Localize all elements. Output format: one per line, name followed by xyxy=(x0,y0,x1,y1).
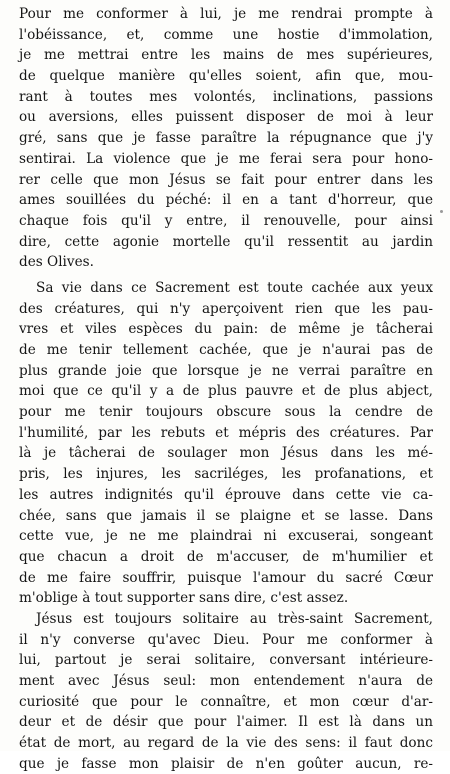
text-line: chaque fois qu'il y entre, il renouvelle, pour ainsi xyxy=(19,212,433,229)
text-line: cette vue, je ne me plaindrai ni excuserai, songeant xyxy=(19,528,433,545)
text-line: Pour me conformer à lui, je me rendrai prompte à xyxy=(19,6,433,22)
text-line: de quelque manière qu'elles soient, afin que, mou- xyxy=(19,68,433,85)
text-line: chée, sans que jamais il se plaigne et se lasse. Dans xyxy=(19,507,433,524)
text-line: je me mettrai entre les mains de mes supérieures, xyxy=(19,47,433,64)
text-line: pris, les injures, les sacriléges, les profanations, et xyxy=(19,466,433,483)
text-line: ment avec Jésus seul: mon entendement n'aura de xyxy=(19,673,433,689)
text-line: curiosité que pour le connaître, et mon cœur d'ar- xyxy=(19,693,433,710)
text-line: que chacun a droit de m'accuser, de m'humilier et xyxy=(19,548,433,565)
text-line: lui, partout je serai solitaire, conversant intérieure- xyxy=(19,652,433,669)
text-line: de me tenir tellement cachée, que je n'aurai pas de xyxy=(19,342,433,358)
text-line: l'obéissance, et, comme une hostie d'immolation, xyxy=(19,26,433,43)
text-line: gré, sans que je fasse paraître la répugnance que j'y xyxy=(19,130,433,147)
text-line: vres et viles espèces du pain: de même je tâcherai xyxy=(19,321,433,338)
text-line: ou aversions, elles puissent disposer de moi à leur xyxy=(19,109,433,126)
text-line: de me faire souffrir, puisque l'amour du sacré Cœur xyxy=(19,569,433,586)
text-line: il n'y converse qu'avec Dieu. Pour me conformer à xyxy=(19,631,433,648)
text-line: les autres indignités qu'il éprouve dans cette vie ca- xyxy=(19,486,433,503)
text-line: dire, cette agonie mortelle qu'il ressentit au jardin xyxy=(19,233,433,250)
paragraph-vie-cachee xyxy=(19,278,433,609)
text-line: Sa vie dans ce Sacrement est toute cachée aux yeux xyxy=(36,279,433,296)
text-line: plus grande joie que lorsque je ne verrai paraître en xyxy=(19,362,433,379)
text-line: que je fasse mon plaisir de n'en goûter aucun, re- xyxy=(19,755,433,772)
body-text xyxy=(19,4,433,774)
text-line: l'humilité, par les rebuts et mépris des créatures. Par xyxy=(19,424,433,441)
text-line: rer celle que mon Jésus se fait pour entrer dans les xyxy=(19,171,433,188)
text-line: des créatures, qui n'y aperçoivent rien que les pau- xyxy=(19,300,433,317)
text-line: état de mort, au regard de la vie des sens: il faut donc xyxy=(19,735,433,752)
text-line: Jésus est toujours solitaire au très-saint Sacrement, xyxy=(36,610,433,627)
text-line: ames souillées du péché: il en a tant d'horreur, que xyxy=(19,192,433,209)
paragraph-obeissance xyxy=(19,4,433,273)
text-line: pour me tenir toujours obscure sous la cendre de xyxy=(19,404,433,421)
text-line: sentirai. La violence que je me ferai sera pour hono- xyxy=(19,150,433,167)
text-line: là je tâcherai de soulager mon Jésus dans les mé- xyxy=(19,445,433,462)
text-line: moi que ce qu'il y a de plus pauvre et de plus abject, xyxy=(19,383,433,400)
paper-speck xyxy=(440,210,443,213)
text-line: rant à toutes mes volontés, inclinations, passions xyxy=(19,88,433,105)
text-line: m'oblige à tout supporter sans dire, c'est assez. xyxy=(19,590,349,607)
text-line: deur et de désir que pour l'aimer. Il est là dans un xyxy=(19,714,433,731)
text-line: des Olives. xyxy=(19,254,94,271)
paragraph-solitaire xyxy=(19,609,433,774)
